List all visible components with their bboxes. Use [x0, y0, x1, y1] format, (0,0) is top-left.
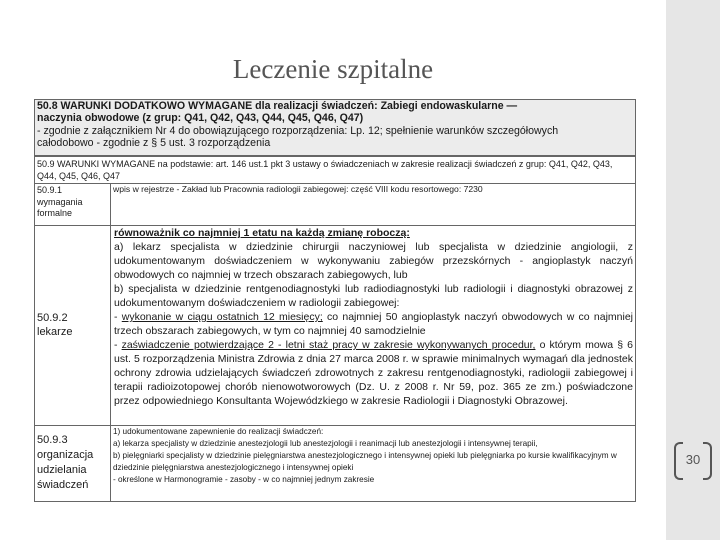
row-content-cell: [111, 225, 635, 409]
dash-prefix: -: [114, 311, 122, 323]
organization-line-1: 1) udokumentowane zapewnienie do realizacji świadczeń:: [113, 427, 324, 436]
doctors-option-a: a) lekarz specjalista w dziedzinie chirurgii naczyniowej lub specjalista w dziedzinie angiologii, z udokumentowanym doświadczeniem w wykonywaniu zabiegów przezskórnych - angioplastyk naczyń obwodowych co najmniej w trzech obszarach zabiegowych, lub: [114, 241, 633, 281]
row-label: organizacja udzielania świadczeń: [37, 449, 94, 491]
requirement-text: o którym mowa § 6 ust. 5 rozporządzenia Ministra Zdrowia z dnia 27 marca 2008 r. w sprawie minimalnych wymagań dla jednostek ochrony zdrowia udzielających świadczeń zdrowotnych z zakresu rentgenodiagnostyki, radiologii zabiegowej i terapii radioizotopowej chorób nienowotworowych (Dz. U. z 2008 r. Nr 59, poz. 365 ze zm.) poświadczone przez odpowiedniego Konsultanta Wojewódzkiego w zakresie Radiologii i Diagnostyki Obrazowej.: [114, 339, 633, 407]
organization-line-2: a) lekarza specjalisty w dziedzinie anestezjologii lub anestezjologii i reanimacji lub anestezjologii i intensywnej terapii,: [113, 439, 538, 448]
row-label-cell: [35, 425, 111, 501]
requirement-text: co najmniej 50 angioplastyk naczyń obwodowych w co najmniej trzech obszarach zabiegowych, w tym co najmniej 40 samodzielnie: [114, 311, 633, 337]
header-line-4: całodobowo - zgodnie z § 5 ust. 3 rozporządzenia: [37, 137, 271, 150]
dash-prefix: -: [114, 339, 122, 351]
row-code: 50.9.1: [37, 185, 63, 195]
right-bracket-icon: [703, 442, 712, 480]
row-label: lekarze: [37, 326, 73, 338]
slide-number: [670, 442, 716, 478]
doctors-heading: równoważnik co najmniej 1 etatu na każdą zmianę roboczą:: [114, 227, 410, 239]
header-line-2: naczynia obwodowe (z grup: Q41, Q42, Q43, Q44, Q45, Q46, Q47): [37, 112, 364, 125]
underlined-text: zaświadczenie potwierdzające 2 - letni staż pracy w zakresie wykonywanych procedur,: [121, 339, 536, 351]
requirements-table: [34, 156, 636, 502]
slide-title: Leczenie szpitalne: [232, 54, 434, 84]
table-row: [35, 425, 635, 501]
row-label-cell: [35, 225, 111, 425]
left-bracket-icon: [674, 442, 683, 480]
table-row: [35, 157, 635, 184]
row-code: 50.9.3: [37, 434, 68, 446]
row-label: wymagania formalne: [37, 196, 83, 218]
table-row: [35, 225, 635, 426]
underlined-text: wykonanie w ciągu ostatnich 12 miesięcy;: [121, 311, 323, 323]
row-label-cell: [35, 183, 111, 225]
header-line-1: 50.8 WARUNKI DODATKOWO WYMAGANE dla realizacji świadczeń: Zabiegi endowaskularne —: [37, 100, 518, 112]
row-content-cell: [111, 183, 635, 195]
header-box: [34, 99, 636, 156]
organization-line-3: b) pielęgniarki specjalisty w dziedzinie pielęgniarstwa anestezjologicznego i intensywnej opieki lub pielęgniarka po kursie kwalifikacyjnym w dziedzinie pielęgniarstwa anestezjologicznego i intensywnej opieki: [113, 451, 617, 472]
row-code: 50.9.2: [37, 311, 68, 324]
header-line-3: - zgodnie z załącznikiem Nr 4 do obowiązującego rozporządzenia: Lp. 12; spełnienie warunków szczegółowych: [37, 124, 559, 137]
organization-line-4: - określone w Harmonogramie - zasoby - w co najmniej jednym zakresie: [113, 475, 375, 484]
row-content-cell: [111, 425, 635, 487]
doctors-option-b: b) specjalista w dziedzinie rentgenodiagnostyki lub radiodiagnostyki lub radiologii i diagnostyki obrazowej z udokumentowanym doświadczeniem w radiologii zabiegowej:: [114, 283, 633, 309]
table-row: [35, 183, 635, 226]
row-content: wpis w rejestrze - Zakład lub Pracownia radiologii zabiegowej: część VIII kodu resortowego: 7230: [113, 184, 483, 194]
doctors-requirement-2: [114, 338, 633, 408]
slide-number-text: 30: [685, 452, 701, 467]
doctors-requirement-1: [114, 310, 633, 338]
table-row-heading: 50.9 WARUNKI WYMAGANE na podstawie: art. 146 ust.1 pkt 3 ustawy o świadczeniach w zakresie realizacji świadczeń z grup: Q41, Q42, Q43, Q44, Q45, Q46, Q47: [37, 159, 613, 181]
